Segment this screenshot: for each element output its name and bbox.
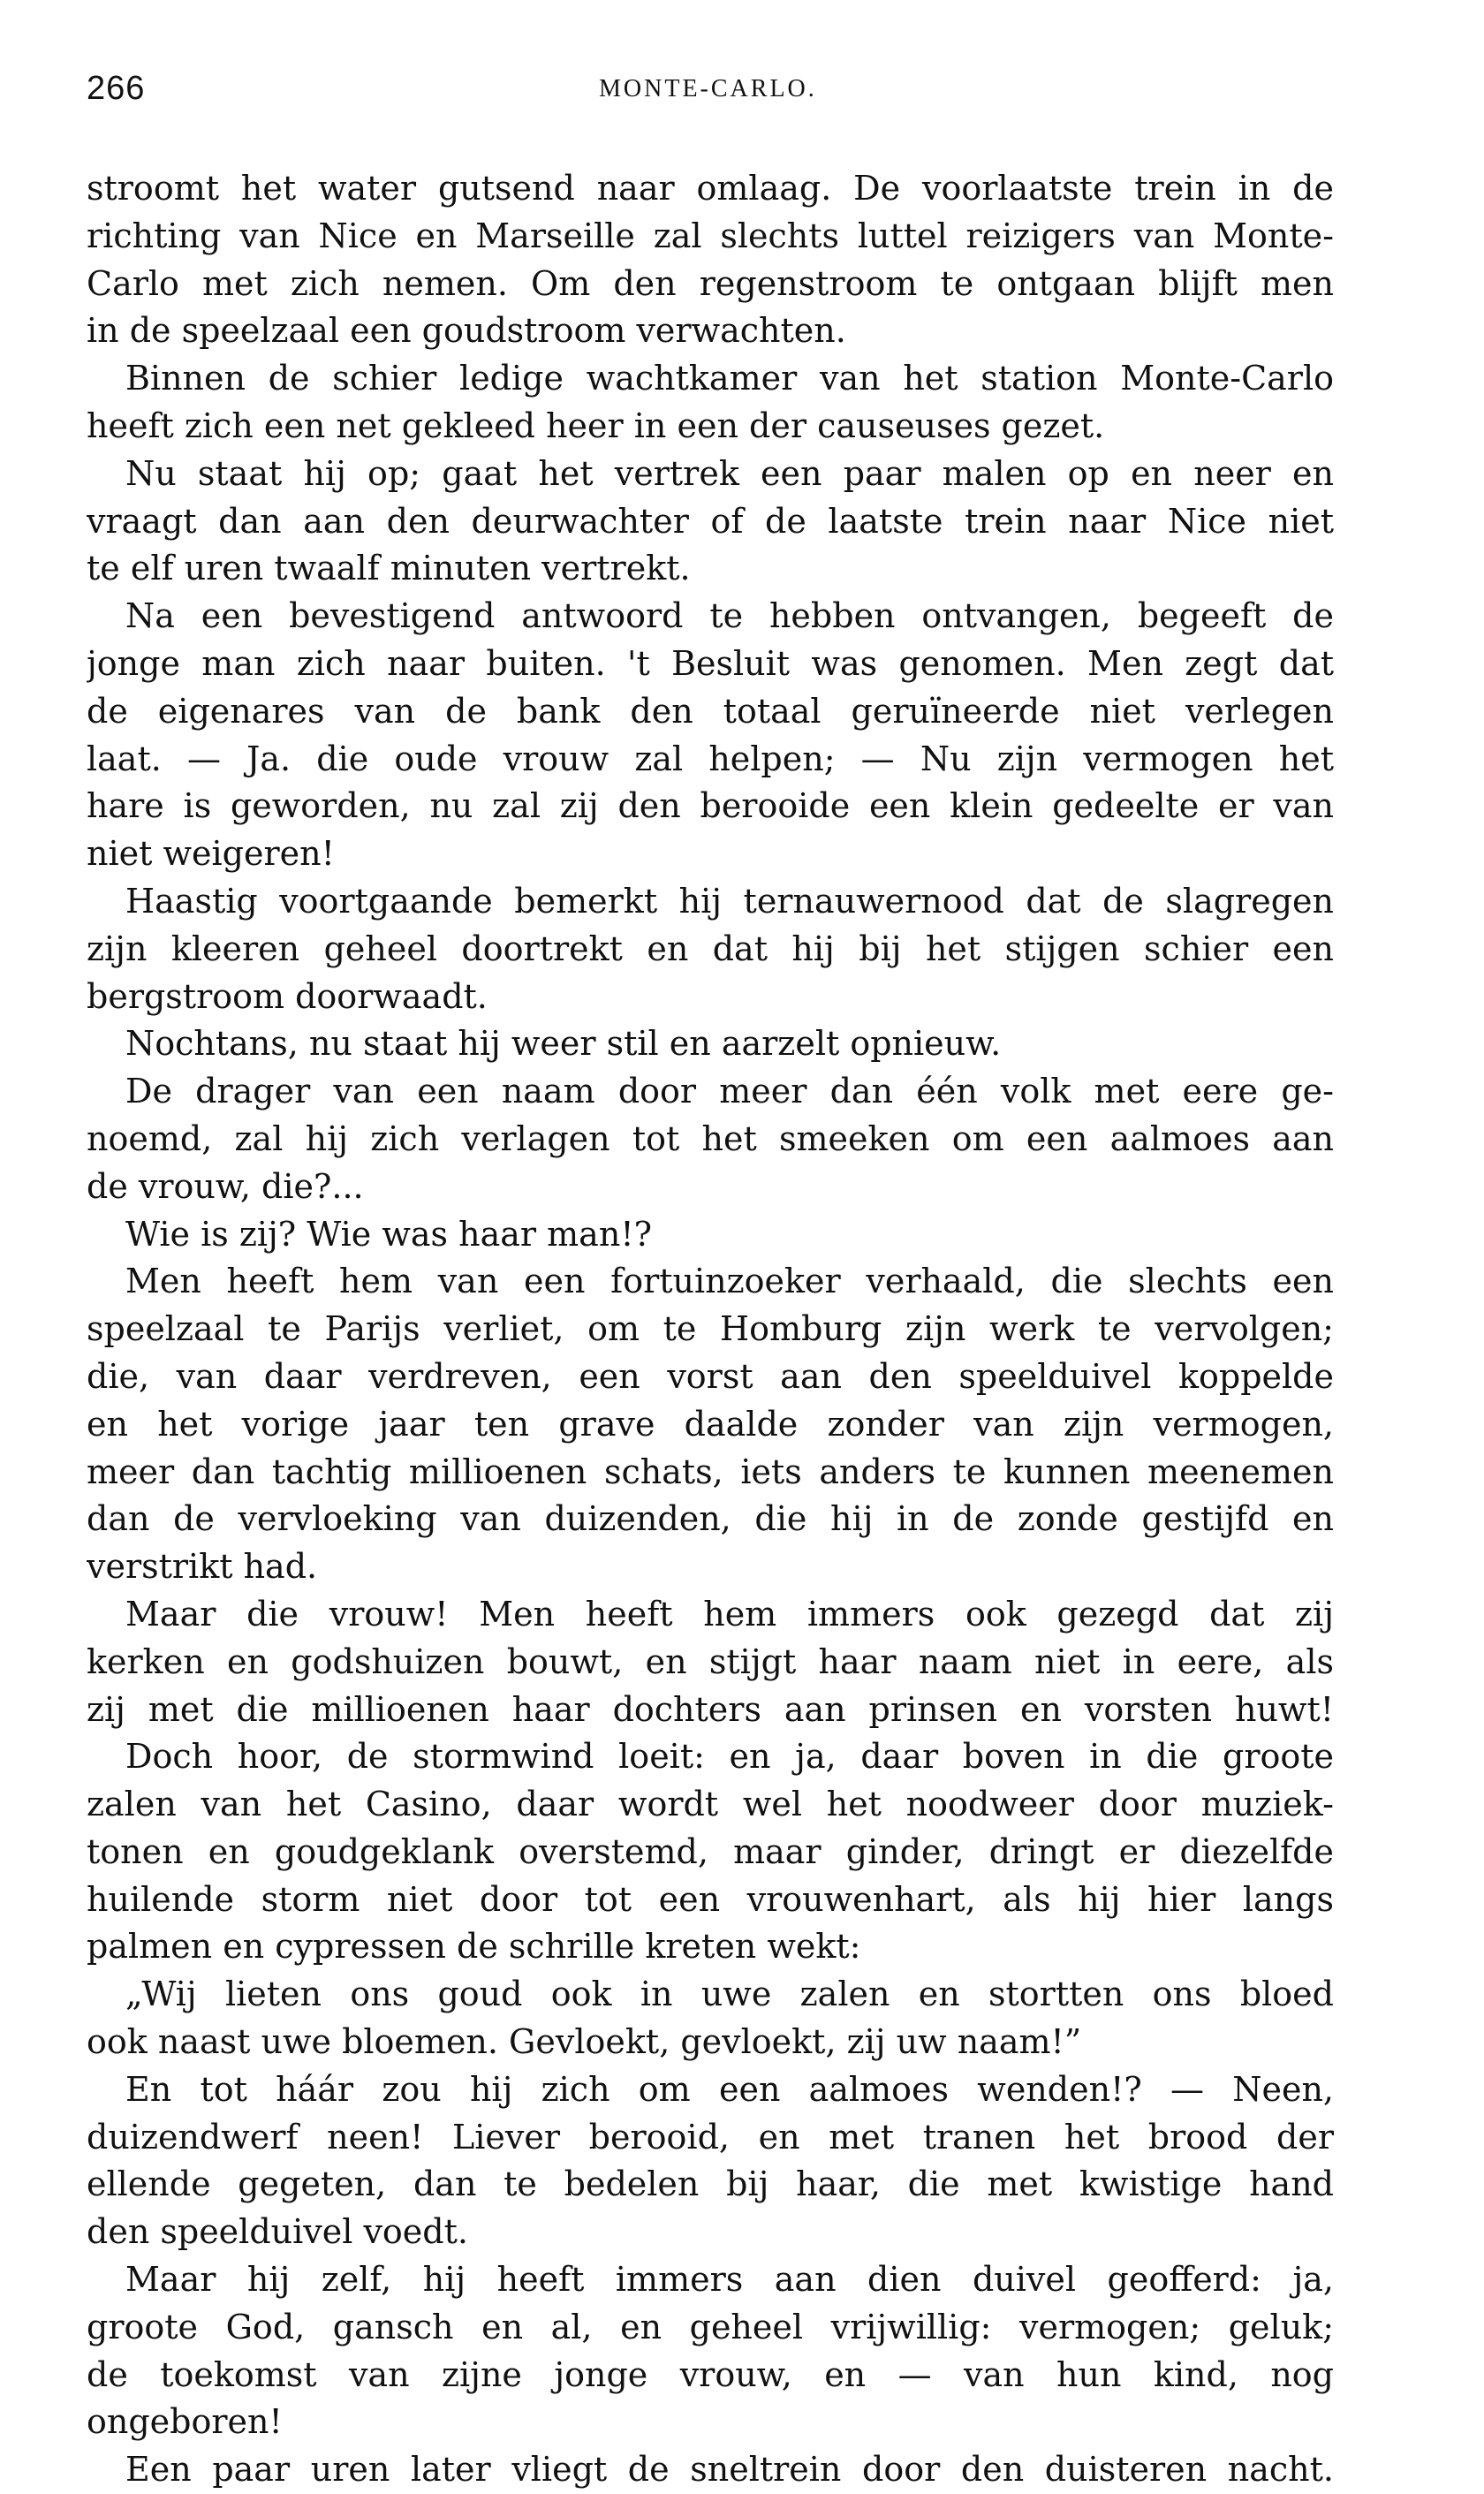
text-line: Nochtans, nu staat hij weer stil en aarzelt opnieuw. bbox=[125, 1024, 1002, 1064]
text-line: speelzaal te Parijs verliet, om te Homburg zijn werk te vervolgen; bbox=[87, 1309, 1334, 1349]
text-line: heeft zich een net gekleed heer in een der causeuses gezet. bbox=[87, 406, 1105, 445]
text-line: noemd, zal hij zich verlagen tot het smeeken om een aalmoes aan bbox=[87, 1118, 1334, 1158]
text-line: tonen en goudgeklank overstemd, maar ginder, dringt er diezelfde bbox=[87, 1831, 1334, 1871]
text-line: laat. — Ja. die oude vrouw zal helpen; — Nu zijn vermogen het bbox=[87, 739, 1334, 778]
text-line: Carlo met zich nemen. Om den regenstroom te ontgaan blijft men bbox=[87, 263, 1334, 303]
text-line: dan de vervloeking van duizenden, die hij in de zonde gestijfd en bbox=[87, 1499, 1334, 1539]
text-line: niet weigeren! bbox=[87, 834, 335, 874]
text-line: zalen van het Casino, daar wordt wel het noodweer door muziek- bbox=[87, 1785, 1334, 1824]
text-line: groote God, gansch en al, en geheel vrijwillig: vermogen; geluk; bbox=[87, 2307, 1334, 2346]
text-line: meer dan tachtig millioenen schats, iets anders te kunnen meenemen bbox=[87, 1452, 1334, 1491]
text-line: Na een bevestigend antwoord te hebben ontvangen, begeeft de bbox=[125, 596, 1334, 636]
text-line: verstrikt had. bbox=[87, 1547, 318, 1587]
text-line: Doch hoor, de stormwind loeit: en ja, daar boven in die groote bbox=[125, 1737, 1334, 1777]
text-line: „Wij lieten ons goud ook in uwe zalen en stortten ons bloed bbox=[125, 1975, 1334, 2014]
text-line: te elf uren twaalf minuten vertrekt. bbox=[87, 549, 691, 588]
text-line: jonge man zich naar buiten. 't Besluit was genomen. Men zegt dat bbox=[87, 643, 1334, 683]
text-line: de vrouw, die?... bbox=[87, 1166, 364, 1206]
text-line: Wie is zij? Wie was haar man!? bbox=[125, 1214, 652, 1254]
text-line: stroomt het water gutsend naar omlaag. De voorlaatste trein in de bbox=[87, 169, 1334, 208]
text-line: Binnen de schier ledige wachtkamer van het station Monte-Carlo bbox=[125, 359, 1334, 398]
text-line: zij met die millioenen haar dochters aan prinsen en vorsten huwt! bbox=[87, 1689, 1334, 1729]
text-line: hare is geworden, nu zal zij den berooide een klein gedeelte er van bbox=[87, 786, 1334, 826]
text-line: zijn kleeren geheel doortrekt en dat hij bij het stijgen schier een bbox=[87, 929, 1334, 968]
text-line: huilende storm niet door tot een vrouwenhart, als hij hier langs bbox=[87, 1879, 1334, 1919]
text-line: vraagt dan aan den deurwachter of de laatste trein naar Nice niet bbox=[87, 501, 1334, 541]
text-line: richting van Nice en Marseille zal slechts luttel reizigers van Monte- bbox=[87, 216, 1334, 255]
text-line: palmen en cypressen de schrille kreten wekt: bbox=[87, 1927, 861, 1967]
text-line: de toekomst van zijne jonge vrouw, en — van hun kind, nog bbox=[87, 2354, 1334, 2394]
page-header bbox=[87, 62, 1334, 115]
text-line: Men heeft hem van een fortuinzoeker verhaald, die slechts een bbox=[125, 1262, 1334, 1301]
text-line: Maar hij zelf, hij heeft immers aan dien duivel geofferd: ja, bbox=[125, 2260, 1334, 2300]
text-line: den speelduivel voedt. bbox=[87, 2212, 468, 2252]
text-line: in de speelzaal een goudstroom verwachten. bbox=[87, 311, 846, 351]
text-line: kerken en godshuizen bouwt, en stijgt haar naam niet in eere, als bbox=[87, 1641, 1334, 1681]
text-line: ellende gegeten, dan te bedelen bij haar, die met kwistige hand bbox=[87, 2164, 1334, 2204]
text-line: en het vorige jaar ten grave daalde zonder van zijn vermogen, bbox=[87, 1404, 1334, 1444]
text-line: bergstroom doorwaadt. bbox=[87, 976, 488, 1016]
text-line: ook naast uwe bloemen. Gevloekt, gevloekt, zij uw naam!” bbox=[87, 2022, 1082, 2062]
running-title: MONTE-CARLO. bbox=[599, 75, 817, 102]
body-text bbox=[87, 165, 1334, 2494]
text-line: de eigenares van de bank den totaal geruïneerde niet verlegen bbox=[87, 691, 1334, 731]
text-line: Haastig voortgaande bemerkt hij ternauwernood dat de slagregen bbox=[125, 881, 1334, 921]
text-line: die, van daar verdreven, een vorst aan den speelduivel koppelde bbox=[87, 1356, 1334, 1396]
text-line: En tot háár zou hij zich om een aalmoes wenden!? — Neen, bbox=[125, 2069, 1334, 2109]
page-number: 266 bbox=[87, 70, 146, 107]
text-line: duizendwerf neen! Liever berooid, en met tranen het brood der bbox=[87, 2117, 1334, 2157]
text-line: Maar die vrouw! Men heeft hem immers ook gezegd dat zij bbox=[125, 1594, 1334, 1634]
text-line: Een paar uren later vliegt de sneltrein door den duisteren nacht. bbox=[125, 2450, 1334, 2490]
text-line: De drager van een naam door meer dan één volk met eere ge- bbox=[125, 1072, 1334, 1111]
text-line: Nu staat hij op; gaat het vertrek een paar malen op en neer en bbox=[125, 453, 1334, 493]
text-line: ongeboren! bbox=[87, 2402, 283, 2442]
